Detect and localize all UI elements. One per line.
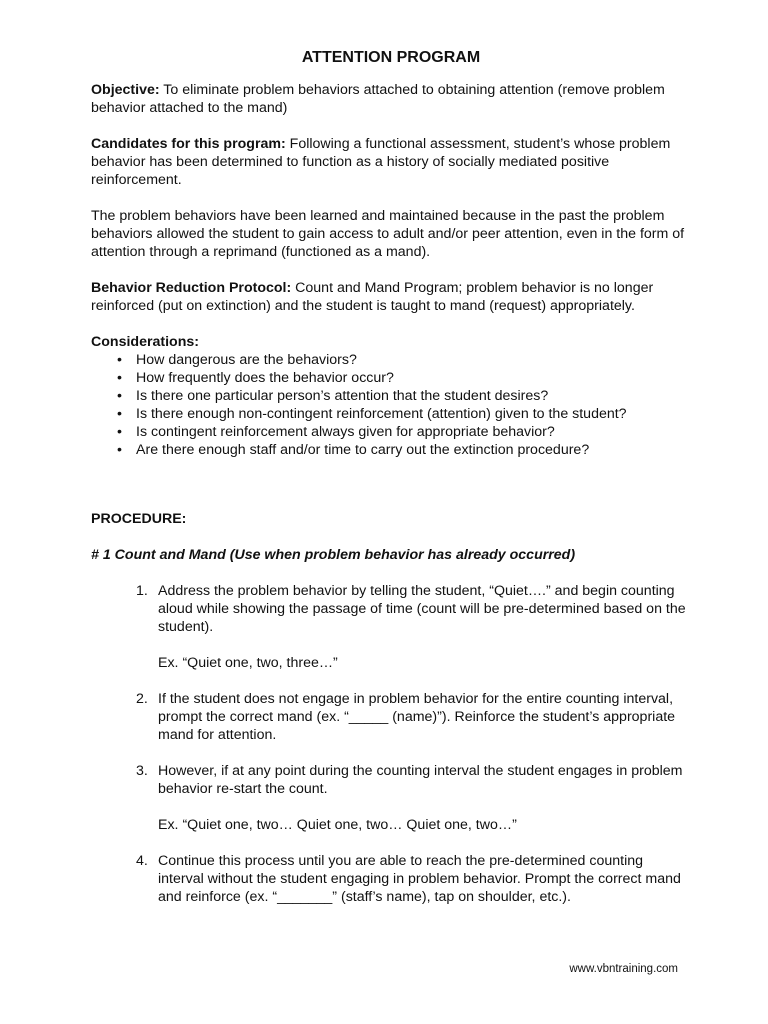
list-item-text: Is there one particular person’s attention that the student desires? <box>136 388 549 404</box>
list-item-text: Is contingent reinforcement always given for appropriate behavior? <box>136 424 555 440</box>
learned-paragraph: The problem behaviors have been learned and maintained because in the past the problem behaviors allowed the student to gain access to adult and/or peer attention, even in the form of attention through a reprimand (functioned as a mand). <box>91 208 685 260</box>
procedure-step <box>91 582 691 672</box>
step-example: Ex. “Quiet one, two… Quiet one, two… Quiet one, two…” <box>158 817 517 833</box>
list-item <box>117 351 691 369</box>
candidates-paragraph <box>91 135 691 189</box>
considerations-list <box>91 351 691 459</box>
step-text: Continue this process until you are able to reach the pre-determined counting interval without the student engaging in problem behavior. Prompt the correct mand and reinforce (ex. “_______” (staff’s name), tap on shoulder, etc.). <box>158 853 681 905</box>
protocol-text: Count and Mand Program; problem behavior is no longer reinforced (put on extinction) and the student is taught to mand (request) appropriately. <box>91 280 654 314</box>
list-item-text: How dangerous are the behaviors? <box>136 352 357 368</box>
objective-label: Objective: <box>91 82 160 98</box>
list-item <box>117 423 691 441</box>
step-text: However, if at any point during the counting interval the student engages in problem behavior re-start the count. <box>158 763 683 797</box>
procedure-heading: PROCEDURE: <box>91 511 187 527</box>
list-item-text: How frequently does the behavior occur? <box>136 370 394 386</box>
bullet-icon: • <box>117 388 122 404</box>
considerations-heading: Considerations: <box>91 334 199 350</box>
bullet-icon: • <box>117 370 122 386</box>
step-text: If the student does not engage in problem behavior for the entire counting interval, prompt the correct mand (ex. “_____ (name)”). Reinforce the student’s appropriate mand for attention. <box>158 691 676 743</box>
step-number: 2. <box>136 691 148 707</box>
candidates-label: Candidates for this program: <box>91 136 286 152</box>
document-body <box>91 48 691 924</box>
list-item-text: Are there enough staff and/or time to carry out the extinction procedure? <box>136 442 590 458</box>
step-number: 3. <box>136 763 148 779</box>
list-item <box>117 387 691 405</box>
bullet-icon: • <box>117 424 122 440</box>
step-number: 4. <box>136 853 148 869</box>
step-number: 1. <box>136 583 148 599</box>
protocol-label: Behavior Reduction Protocol: <box>91 280 292 296</box>
objective-paragraph <box>91 81 691 117</box>
candidates-text: Following a functional assessment, student’s whose problem behavior has been determined to function as a history of socially mediated positive reinforcement. <box>91 136 671 188</box>
step-example: Ex. “Quiet one, two, three…” <box>158 655 338 671</box>
page-title: ATTENTION PROGRAM <box>301 49 481 66</box>
list-item <box>117 405 691 423</box>
step-text: Address the problem behavior by telling the student, “Quiet….” and begin counting aloud while showing the passage of time (count will be pre-determined based on the student). <box>158 583 686 635</box>
procedure-step <box>91 762 691 834</box>
list-item <box>117 369 691 387</box>
footer-url: www.vbntraining.com <box>569 963 678 975</box>
list-item <box>117 441 691 459</box>
procedure-step <box>91 690 691 744</box>
objective-text: To eliminate problem behaviors attached to obtaining attention (remove problem behavior attached to the mand) <box>91 82 665 116</box>
bullet-icon: • <box>117 442 122 458</box>
procedure-steps <box>91 582 691 906</box>
list-item-text: Is there enough non-contingent reinforcement (attention) given to the student? <box>136 406 627 422</box>
procedure-subheading: # 1 Count and Mand (Use when problem behavior has already occurred) <box>91 547 576 563</box>
bullet-icon: • <box>117 352 122 368</box>
protocol-paragraph <box>91 279 691 315</box>
procedure-step <box>91 852 691 906</box>
bullet-icon: • <box>117 406 122 422</box>
